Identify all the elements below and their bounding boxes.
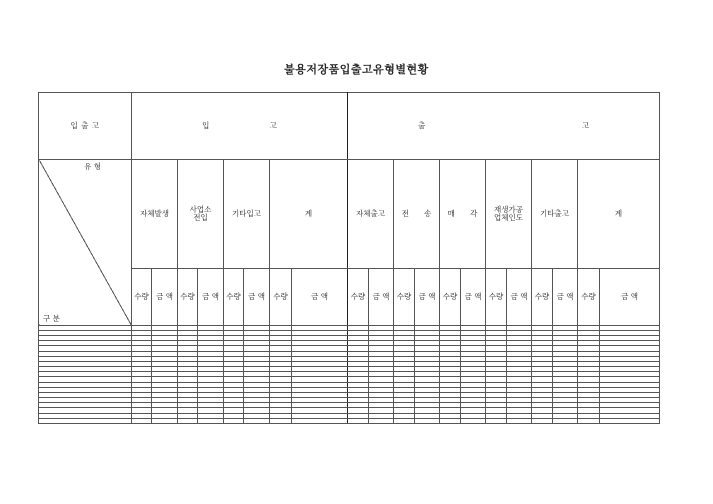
in-type-transfer: 사업소 전입 bbox=[178, 160, 224, 269]
out-type-transfer: 전 송 bbox=[394, 160, 440, 269]
amount-header: 금 액 bbox=[292, 268, 348, 325]
inout-label: 입 출 고 bbox=[39, 93, 132, 160]
table-cell[interactable] bbox=[394, 418, 415, 423]
amount-header: 금 액 bbox=[244, 268, 270, 325]
qty-header: 수량 bbox=[578, 268, 600, 325]
table-cell[interactable] bbox=[39, 418, 132, 423]
table-cell[interactable] bbox=[178, 418, 198, 423]
qty-header: 수량 bbox=[348, 268, 369, 325]
in-type-other: 기타입고 bbox=[224, 160, 270, 269]
in-section-char-1: 입 bbox=[202, 121, 210, 131]
qty-header: 수량 bbox=[270, 268, 292, 325]
table-body bbox=[39, 325, 660, 423]
qty-header: 수량 bbox=[224, 268, 244, 325]
out-section-char-2: 고 bbox=[581, 121, 590, 131]
qty-header: 수량 bbox=[178, 268, 198, 325]
amount-header: 금 액 bbox=[152, 268, 178, 325]
qty-header: 수량 bbox=[132, 268, 152, 325]
table-cell[interactable] bbox=[578, 418, 600, 423]
qty-header: 수량 bbox=[394, 268, 415, 325]
out-type-total: 계 bbox=[578, 160, 660, 269]
corner-division-label: 구 분 bbox=[43, 313, 60, 323]
table-cell[interactable] bbox=[292, 418, 348, 423]
amount-header: 금 액 bbox=[369, 268, 394, 325]
corner-diagonal-cell bbox=[39, 160, 132, 326]
qty-amount-header-row bbox=[39, 268, 660, 325]
out-type-self: 자체출고 bbox=[348, 160, 394, 269]
in-section-header bbox=[132, 93, 348, 160]
table-cell[interactable] bbox=[553, 418, 578, 423]
table-cell[interactable] bbox=[132, 418, 152, 423]
qty-header: 수량 bbox=[440, 268, 461, 325]
qty-header: 수량 bbox=[486, 268, 507, 325]
table-cell[interactable] bbox=[348, 418, 369, 423]
out-type-sale: 매 각 bbox=[440, 160, 486, 269]
qty-header: 수량 bbox=[532, 268, 553, 325]
out-type-other: 기타출고 bbox=[532, 160, 578, 269]
out-type-recycle: 재생가공 업체인도 bbox=[486, 160, 532, 269]
table-cell[interactable] bbox=[244, 418, 270, 423]
table-cell[interactable] bbox=[600, 418, 660, 423]
out-section-header bbox=[348, 93, 660, 160]
amount-header: 금 액 bbox=[198, 268, 224, 325]
table-cell[interactable] bbox=[507, 418, 532, 423]
table-cell[interactable] bbox=[486, 418, 507, 423]
table-cell[interactable] bbox=[369, 418, 394, 423]
amount-header: 금 액 bbox=[507, 268, 532, 325]
in-type-self: 자체발생 bbox=[132, 160, 178, 269]
in-type-total: 계 bbox=[270, 160, 348, 269]
table-cell[interactable] bbox=[152, 418, 178, 423]
amount-header: 금 액 bbox=[461, 268, 486, 325]
table-cell[interactable] bbox=[270, 418, 292, 423]
table-cell[interactable] bbox=[461, 418, 486, 423]
in-section-char-2: 고 bbox=[269, 121, 277, 131]
corner-type-label: 유 형 bbox=[84, 162, 101, 172]
amount-header: 금 액 bbox=[600, 268, 660, 325]
table-cell[interactable] bbox=[440, 418, 461, 423]
table-cell[interactable] bbox=[415, 418, 440, 423]
inventory-type-table bbox=[38, 92, 660, 424]
page-title: 불용저장품입출고유형별현황 bbox=[284, 63, 429, 76]
table-cell[interactable] bbox=[532, 418, 553, 423]
out-section-char-1: 출 bbox=[418, 121, 426, 131]
amount-header: 금 액 bbox=[553, 268, 578, 325]
table-cell[interactable] bbox=[224, 418, 244, 423]
table-row bbox=[39, 418, 660, 423]
table-cell[interactable] bbox=[198, 418, 224, 423]
amount-header: 금 액 bbox=[415, 268, 440, 325]
